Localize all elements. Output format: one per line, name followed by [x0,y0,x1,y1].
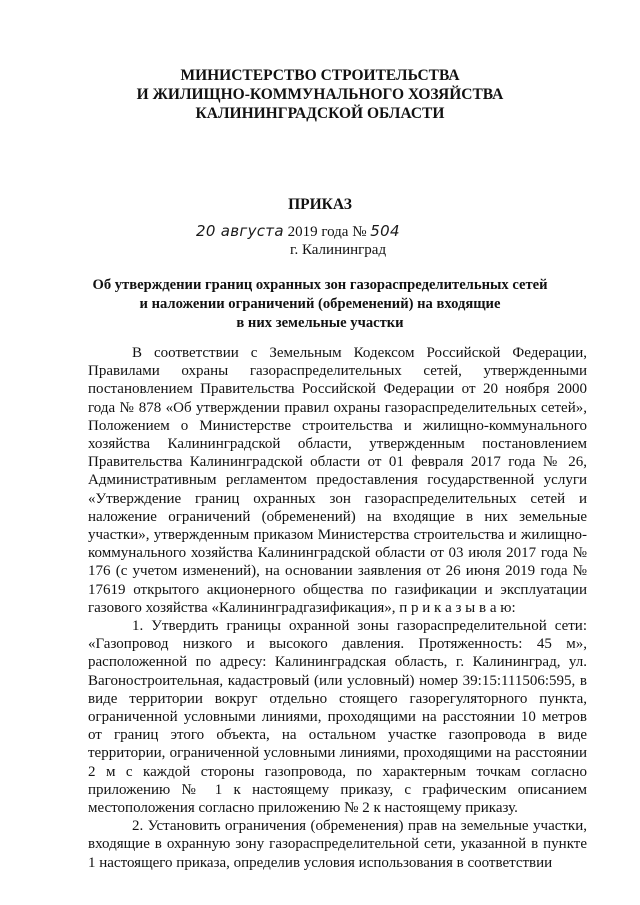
order-date-line [196,222,400,241]
subject-line-2: и наложении ограничений (обременений) на входящие [139,296,501,312]
city-label: г. Калининград [290,242,387,258]
body-paragraph-item-1: 1. Утвердить границы охранной зоны газораспределительной сети: «Газопровод низкого и высокого давления. Протяженность: 45 м», расположенной по адресу: Калининградская область, г. Калининград, ул. Вагоностроительная, кадастровый (или условный) номер 39:15:111506:595, в виде территории вокруг отдельно стоящего газорегуляторного пункта, ограниченной условными линиями, проходящими на расстоянии 10 метров от границ этого объекта, на остальном участке газопровода в виде территории, ограниченной условными линиями, проходящими на расстоянии 2 м с каждой стороны газопровода, по характерным точкам согласно приложению № 1 к настоящему приказу, с графическим описанием местоположения согласно приложению № 2 к настоящему приказу. [88,618,587,817]
subject-line-3: в них земельные участки [236,315,404,331]
order-year-text: 2019 года № [287,224,367,240]
body-paragraph-preamble: В соответствии с Земельным Кодексом Российской Федерации, Правилами охраны газораспределительных сетей, утвержденными постановлением Правительства Российской Федерации от 20 ноября 2000 года № 878 «Об утверждении правил охраны газораспределительных сетей», Положением о Министерстве строительства и жилищно-коммунального хозяйства Калининградской области, утвержденным постановлением Правительства Калининградской области от 01 февраля 2017 года № 26, Административным регламентом предоставления государственной услуги «Утверждение границ охранных зон газораспределительных сетей и наложение ограничений (обременений) на входящие в них земельные участки», утвержденным приказом Министерства строительства и жилищно-коммунального хозяйства Калининградской области от 03 июля 2017 года № 176 (с учетом изменений), на основании заявления от 26 июня 2019 года № 17619 открытого акционерного общества по газификации и эксплуатации газового хозяйства «Калининградгазификация», п р и к а з ы в а ю: [88,345,587,616]
ministry-line-2: И ЖИЛИЩНО-КОММУНАЛЬНОГО ХОЗЯЙСТВА [136,86,504,103]
ministry-line-3: КАЛИНИНГРАДСКОЙ ОБЛАСТИ [195,105,445,122]
handwritten-order-number: 504 [370,222,400,240]
body-paragraph-item-2: 2. Установить ограничения (обременения) прав на земельные участки, входящие в охранную зону газораспределительной сети, указанной в пункте 1 настоящего приказа, определив условия использования в соответствии [88,818,587,871]
handwritten-date: 20 августа [196,222,284,240]
order-title: ПРИКАЗ [288,196,352,213]
order-body [88,344,587,872]
ministry-line-1: МИНИСТЕРСТВО СТРОИТЕЛЬСТВА [180,67,460,84]
subject-line-1: Об утверждении границ охранных зон газораспределительных сетей [92,277,548,293]
order-subject [60,276,580,333]
ministry-header [60,66,580,123]
